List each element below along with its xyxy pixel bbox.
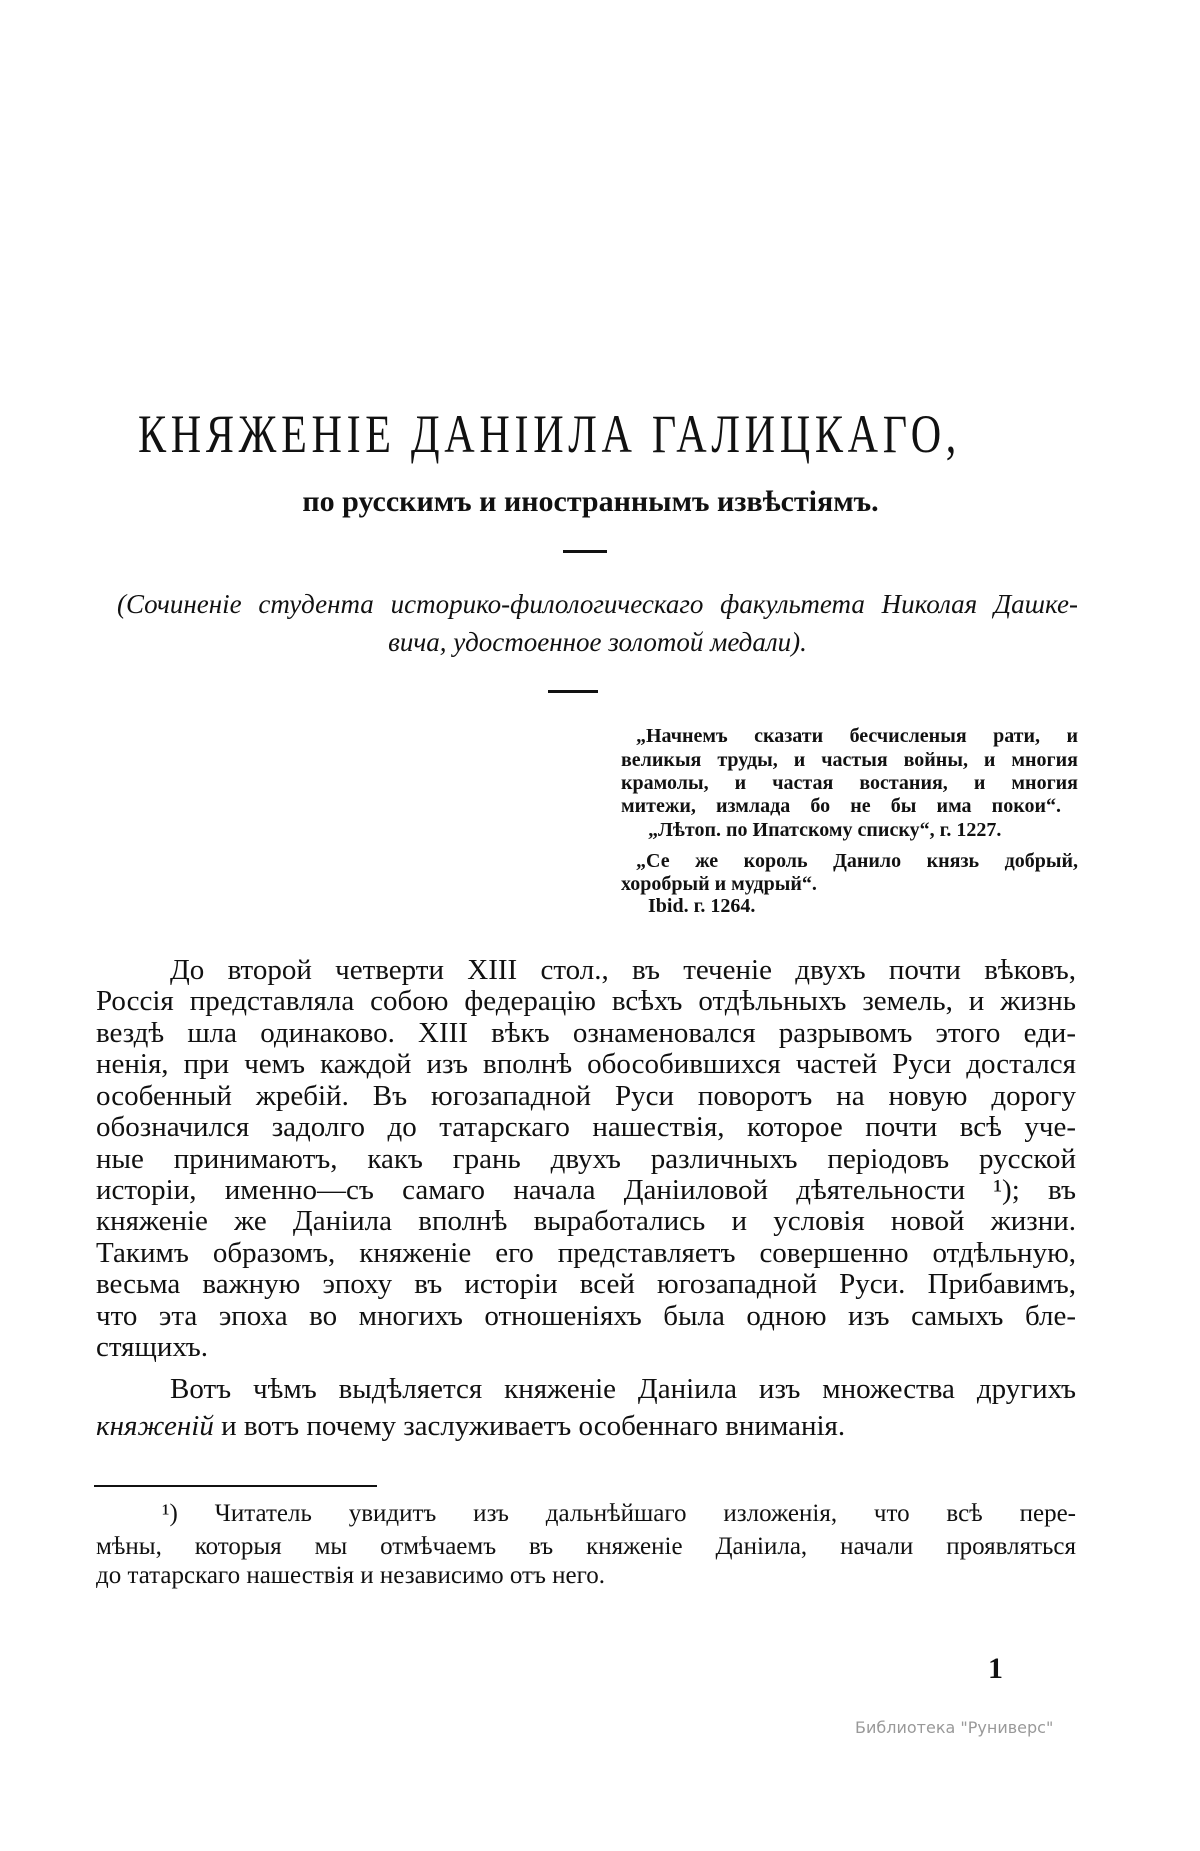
page-title: КНЯЖЕНІЕ ДАНІИЛА ГАЛИЦКАГО, (138, 404, 962, 464)
footnote-line: ¹) Читатель увидитъ изъ дальнѣйшаго изложенія, что всѣ пере- (162, 1500, 1076, 1527)
text-line: ные принимаютъ, какъ грань двухъ различныхъ періодовъ русской (96, 1143, 1076, 1175)
text-line: ненія, при чемъ каждой изъ вполнѣ обособившихся частей Руси достался (96, 1048, 1076, 1080)
text-line: Вотъ чѣмъ выдѣляется княженіе Даніила изъ множества другихъ (170, 1373, 1076, 1405)
text-line (96, 1410, 1076, 1442)
text-line: что эта эпоха во многихъ отношеніяхъ была одною изъ самыхъ бле- (96, 1300, 1076, 1332)
page-number: 1 (988, 1652, 1003, 1685)
text-line: стящихъ. (96, 1331, 208, 1363)
text-line: обозначился задолго до татарскаго нашествія, которое почти всѣ уче- (96, 1111, 1076, 1143)
divider (548, 690, 598, 693)
footnote-line: мѣны, которыя мы отмѣчаемъ въ княженіе Даніила, начали проявляться (96, 1533, 1076, 1560)
author-note: вича, удостоенное золотой медали). (388, 627, 807, 657)
watermark: Библиотека "Руниверс" (855, 1718, 1054, 1737)
text-line: Такимъ образомъ, княженіе его представляетъ совершенно отдѣльную, (96, 1237, 1076, 1269)
footnote-line: до татарскаго нашествія и независимо отъ него. (96, 1562, 606, 1589)
text-line: вездѣ шла одинаково. XIII вѣкъ ознаменовался разрывомъ этого еди- (96, 1017, 1076, 1049)
emphasis: княженій (96, 1410, 214, 1442)
epigraph-line: крамолы, и частая востания, и многия (621, 772, 1078, 794)
text-line: княженіе же Даніила вполнѣ выработались и условія новой жизни. (96, 1205, 1076, 1237)
text-line: исторіи, именно—съ самаго начала Даніиловой дѣятельности ¹); въ (96, 1174, 1076, 1206)
text-line: До второй четверти XIII стол., въ теченіе двухъ почти вѣковъ, (170, 954, 1076, 986)
epigraph-line: „Се же король Данило князь добрый, (636, 850, 1078, 872)
footnote-divider (94, 1485, 377, 1487)
text-line: Россія представляла собою федерацію всѣхъ отдѣльныхъ земель, и жизнь (96, 985, 1076, 1017)
epigraph-line: „Начнемъ сказати бесчисленыя рати, и (636, 725, 1078, 747)
epigraph-line: хоробрый и мудрый“. (621, 873, 817, 895)
epigraph-source: „Лѣтоп. по Ипатскому списку“, г. 1227. (648, 819, 1002, 841)
text-line: весьма важную эпоху въ исторіи всей югозападной Руси. Прибавимъ, (96, 1268, 1076, 1300)
epigraph-source: Ibid. г. 1264. (648, 895, 756, 917)
subtitle: по русскимъ и иностраннымъ извѣстіямъ. (302, 485, 879, 518)
text-line: особенный жребій. Въ югозападной Руси поворотъ на новую дорогу (96, 1080, 1076, 1112)
epigraph-line: митежи, измлада бо не бы има покои“. (621, 795, 1061, 817)
epigraph-line: великыя труды, и частыя войны, и многия (621, 749, 1078, 771)
author-note: (Сочиненіе студента историко-филологическаго факультета Николая Дашке- (117, 589, 1078, 619)
divider (563, 550, 607, 553)
text-span: и вотъ почему заслуживаетъ особеннаго вниманія. (213, 1410, 846, 1442)
